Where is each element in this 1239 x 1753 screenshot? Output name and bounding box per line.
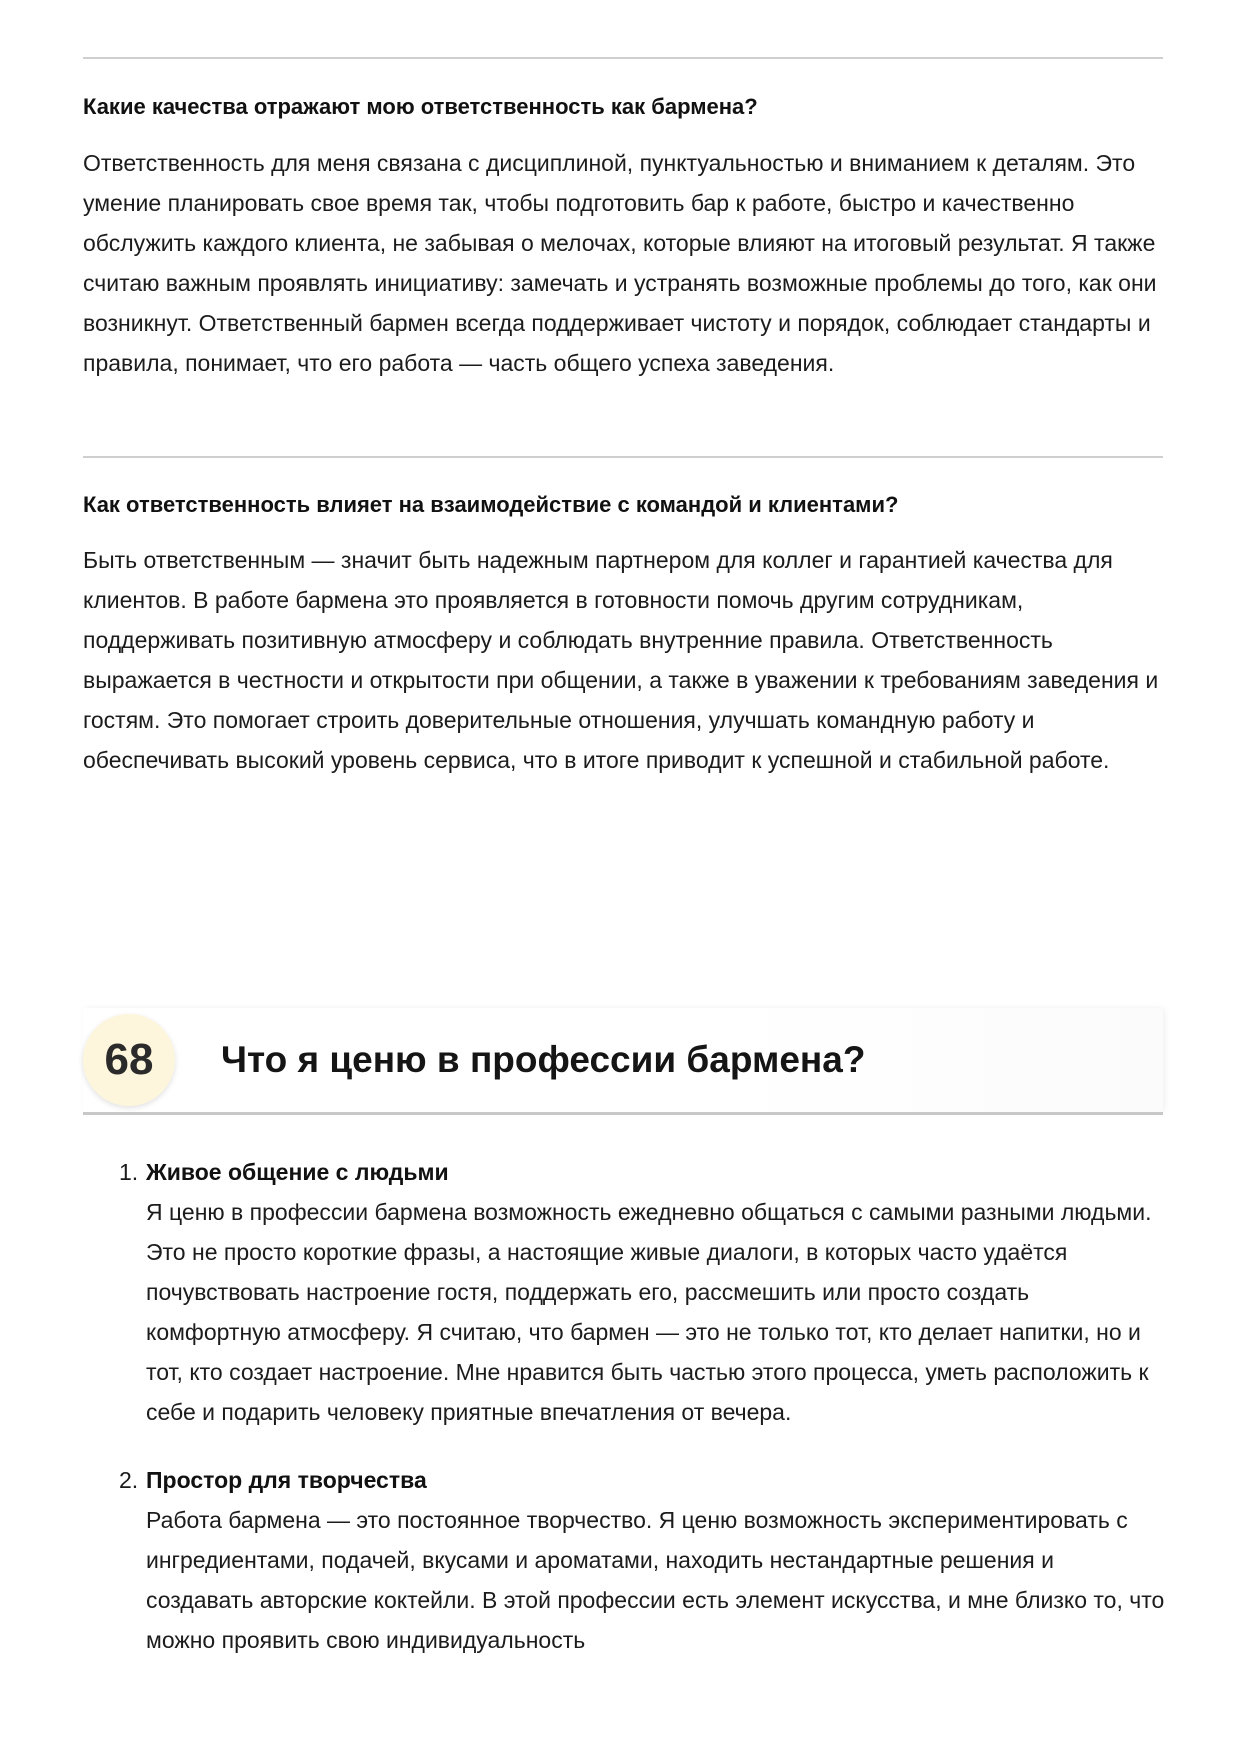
list-item-text: Я ценю в профессии бармена возможность ежедневно общаться с самыми разными людьми. Это не просто короткие фразы, а настоящие живые диалоги, в которых часто удаётся почувствовать настроение гостя, поддержать его, рассмешить или просто создать комфортную атмосферу. Я считаю, что бармен — это не только тот, кто делает напитки, но и тот, кто создает настроение. Мне нравится быть частью этого процесса, уметь расположить к себе и подарить человеку приятные впечатления от вечера. <box>146 1199 1152 1425</box>
qa-question-2: Как ответственность влияет на взаимодействие с командой и клиентами? <box>83 492 899 517</box>
divider-top <box>83 57 1163 59</box>
list-item-title: Простор для творчества <box>146 1467 427 1493</box>
section-divider <box>83 1112 1163 1115</box>
qa-answer-2: Быть ответственным — значит быть надежным партнером для коллег и гарантией качества для клиентов. В работе бармена это проявляется в готовности помочь другим сотрудникам, поддерживать позитивную атмосферу и соблюдать внутренние правила. Ответственность выражается в честности и открытости при общении, а также в уважении к требованиям заведения и гостям. Это помогает строить доверительные отношения, улучшать командную работу и обеспечивать высокий уровень сервиса, что в итоге приводит к успешной и стабильной работе. <box>83 547 1159 773</box>
section-number-badge: 68 <box>83 1014 175 1106</box>
list-item-title: Живое общение с людьми <box>146 1159 449 1185</box>
qa-block-2 <box>83 490 1163 780</box>
qa-answer-1: Ответственность для меня связана с дисциплиной, пунктуальностью и вниманием к деталям. Это умение планировать свое время так, чтобы подготовить бар к работе, быстро и качественно обслужить каждого клиента, не забывая о мелочах, которые влияют на итоговый результат. Я также считаю важным проявлять инициативу: замечать и устранять возможные проблемы до того, как они возникнут. Ответственный бармен всегда поддерживает чистоту и порядок, соблюдает стандарты и правила, понимает, что его работа — часть общего успеха заведения. <box>83 150 1157 376</box>
list-item-number: 2. <box>119 1467 139 1493</box>
list-item-content <box>146 1460 1166 1660</box>
section-title: Что я ценю в профессии бармена? <box>221 1039 866 1080</box>
section-header <box>83 1008 1163 1118</box>
qa-block-1 <box>83 92 1163 383</box>
list-item-number: 1. <box>119 1159 139 1185</box>
divider-middle <box>83 456 1163 458</box>
list-item-content <box>146 1152 1166 1432</box>
qa-question-1: Какие качества отражают мою ответственность как бармена? <box>83 94 758 119</box>
list-item-text: Работа бармена — это постоянное творчество. Я ценю возможность экспериментировать с ингредиентами, подачей, вкусами и ароматами, находить нестандартные решения и создавать авторские коктейли. В этой профессии есть элемент искусства, и мне близко то, что можно проявить свою индивидуальность <box>146 1507 1165 1653</box>
